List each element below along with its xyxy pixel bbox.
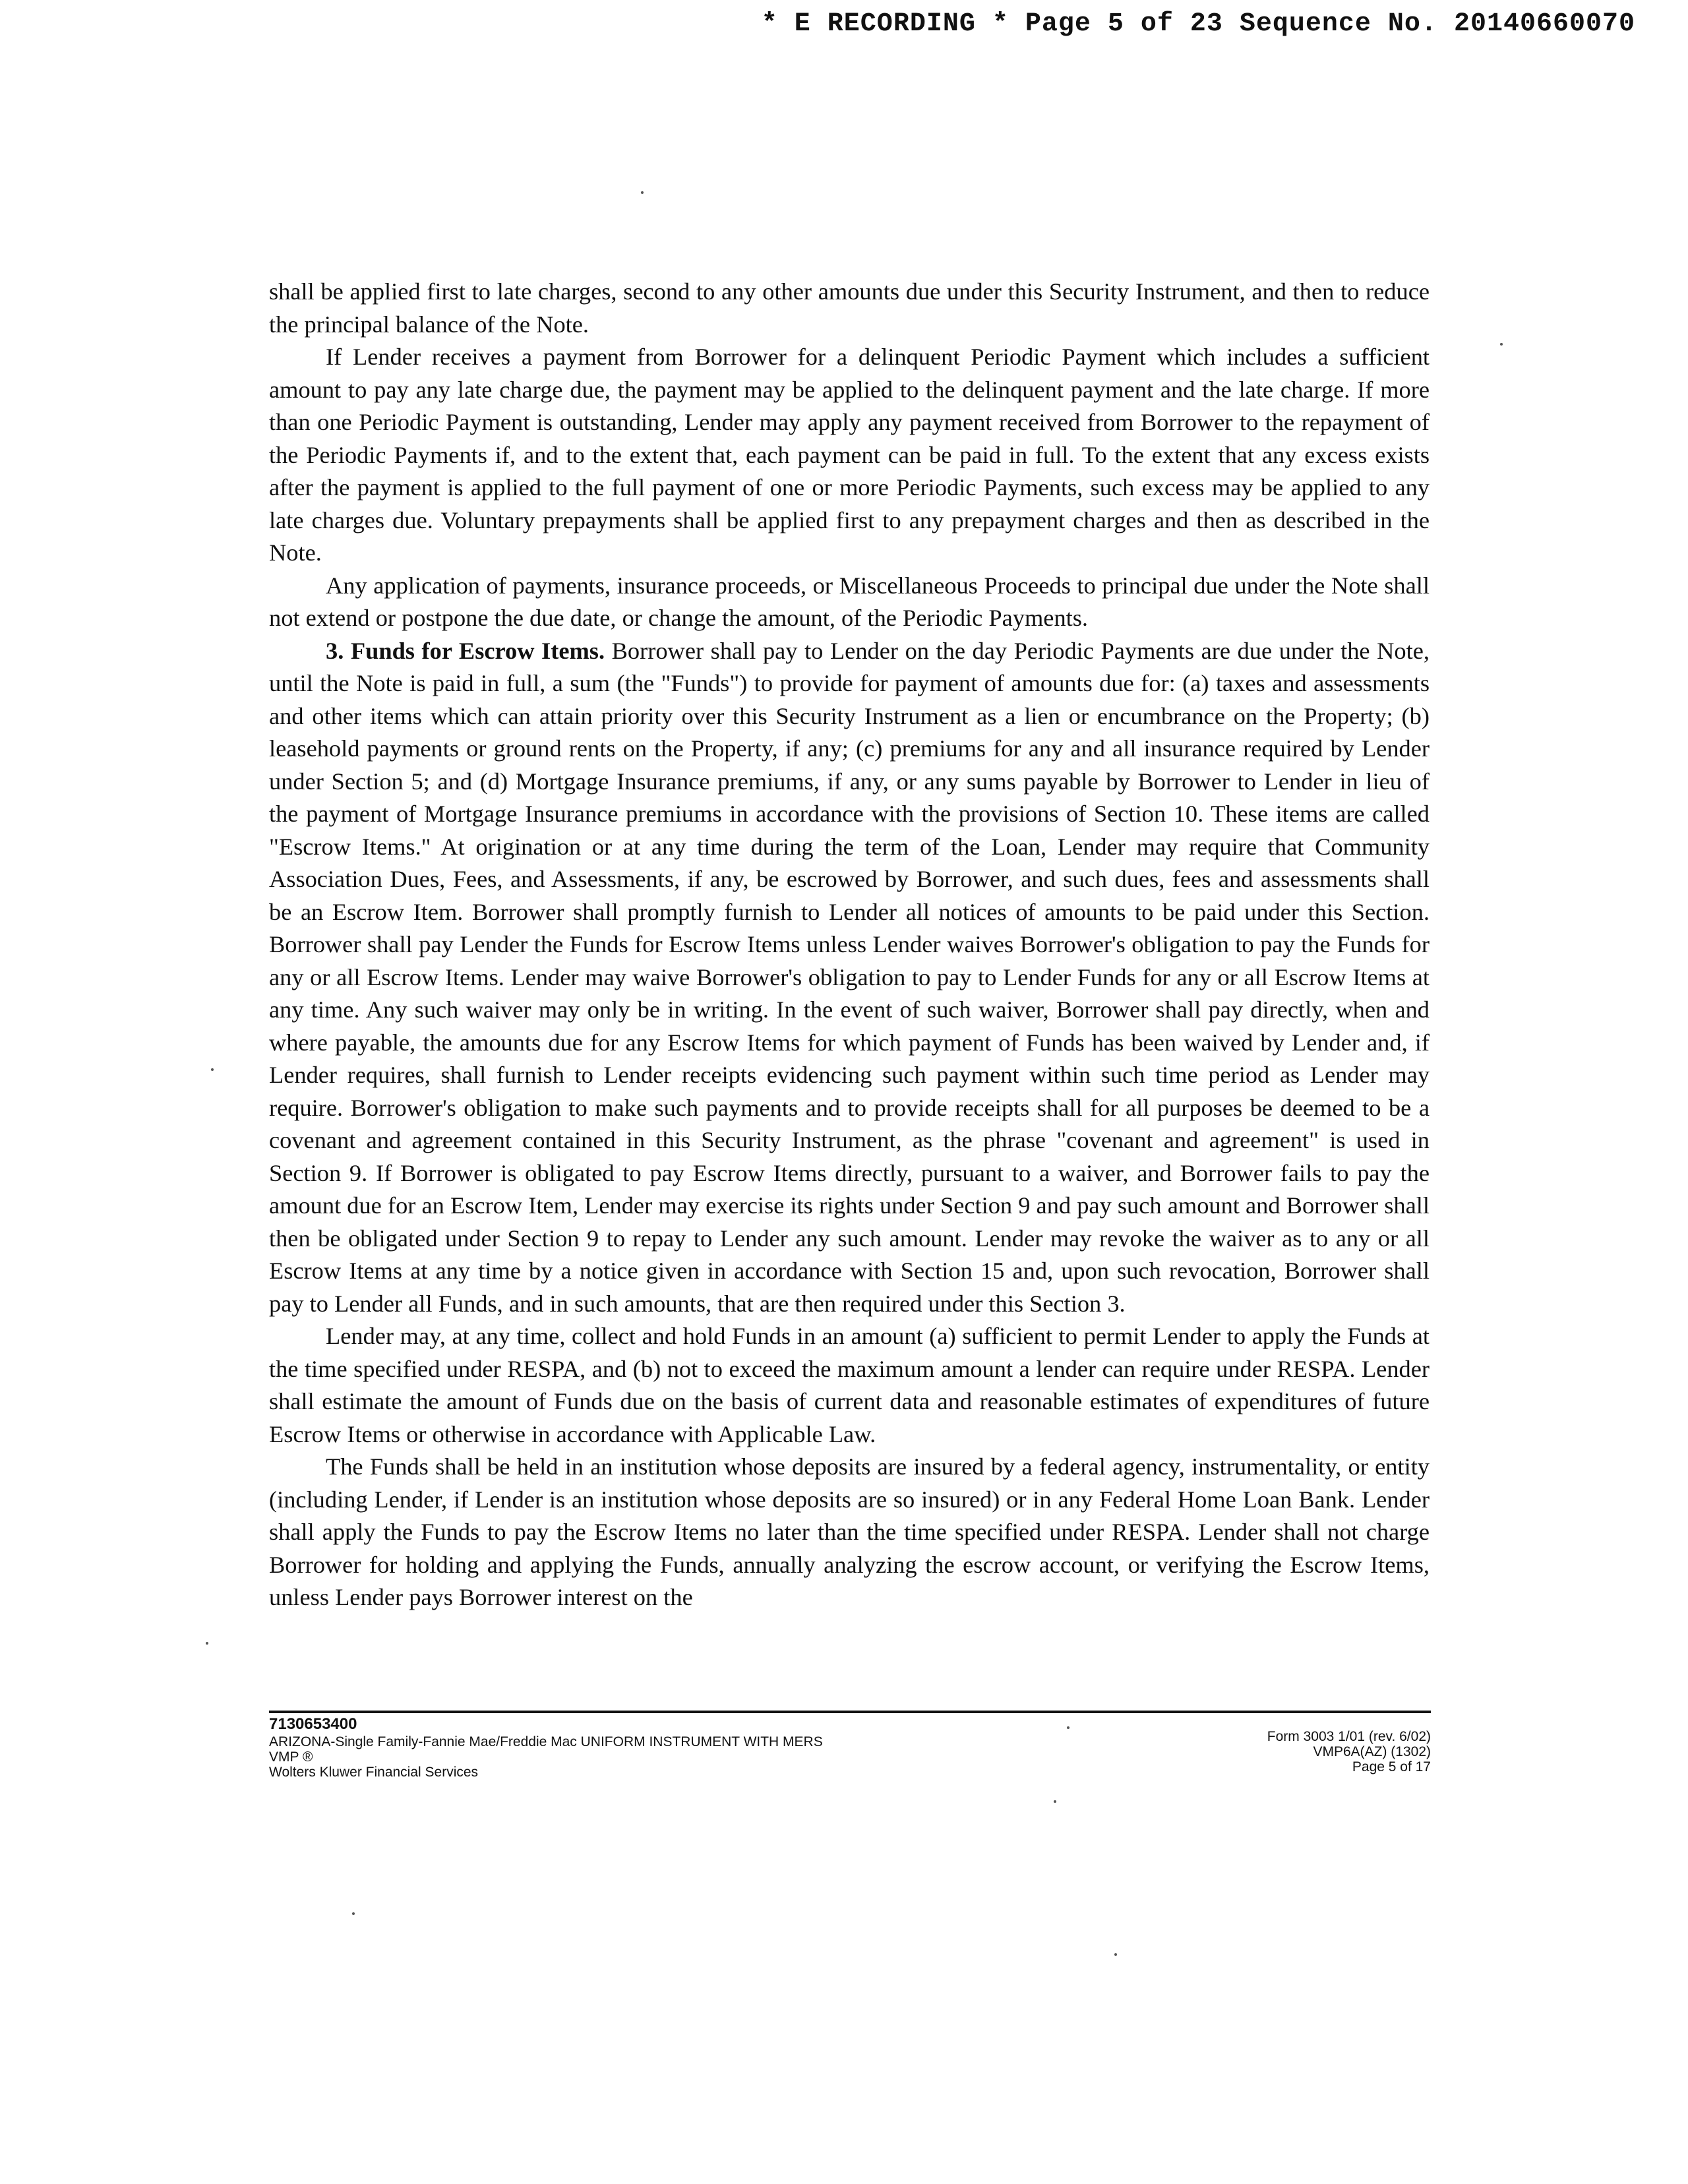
footer-divider [269,1711,1431,1713]
form-code: VMP6A(AZ) (1302) [1313,1744,1431,1759]
section-3-escrow-items [269,635,1430,1321]
footer-left-block [269,1734,823,1780]
document-footer [269,1714,1431,1780]
form-title: ARIZONA-Single Family-Fannie Mae/Freddie Mac UNIFORM INSTRUMENT WITH MERS [269,1734,823,1749]
recording-stamp: * E RECORDING * Page 5 of 23 Sequence No. 20140660070 [761,9,1635,39]
paragraph-text: Lender may, at any time, collect and hold Funds in an amount (a) sufficient to permit Lender to apply the Funds at the time specified under RESPA, and (b) not to exceed the maximum amount a lender can require under RESPA. Lender shall estimate the amount of Funds due on the basis of current data and reasonable estimates of expenditures of future Escrow Items or otherwise in accordance with Applicable Law. [269,1323,1430,1447]
scan-speck [206,1642,208,1645]
form-number: Form 3003 1/01 (rev. 6/02) [1267,1729,1431,1744]
scan-speck [641,191,644,194]
document-body [269,276,1430,1614]
paragraph-text: Any application of payments, insurance proceeds, or Miscellaneous Proceeds to principal due under the Note shall not extend or postpone the due date, or change the amount, of the Periodic Payments. [269,572,1430,631]
scan-speck [1500,343,1503,346]
loan-number: 7130653400 [269,1715,357,1733]
paragraph-application-of-payments [269,570,1430,635]
footer-right-block [1267,1729,1431,1774]
paragraph-text: The Funds shall be held in an institution whose deposits are insured by a federal agency, instrumentality, or entity (including Lender, if Lender is an institution whose deposits are so insured) or in any Federal Home Loan Bank. Lender shall apply the Funds to pay the Escrow Items no later than the time specified under RESPA. Lender shall not charge Borrower for holding and applying the Funds, annually analyzing the escrow account, or verifying the Escrow Items, unless Lender pays Borrower interest on the [269,1453,1430,1610]
scan-speck [1054,1800,1056,1803]
scan-speck [1114,1953,1117,1956]
publisher-name: Wolters Kluwer Financial Services [269,1765,479,1780]
paragraph-text: Borrower shall pay to Lender on the day Periodic Payments are due under the Note, until the Note is paid in full, a sum (the "Funds") to provide for payment of amounts due for: (a) taxes and assessments and other items which can attain priority over this Security Instrument as a lien or encumbrance on the Property; (b) leasehold payments or ground rents on the Property, if any; (c) premiums for any and all insurance required by Lender under Section 5; and (d) Mortgage Insurance premiums, if any, or any sums payable by Borrower to Lender in lieu of the payment of Mortgage Insurance premiums in accordance with the provisions of Section 10. These items are called "Escrow Items." At origination or at any time during the term of the Loan, Lender may require that Community Association Dues, Fees, and Assessments, if any, be escrowed by Borrower, and such dues, fees and assessments shall be an Escrow Item. Borrower shall promptly furnish to Lender all notices of amounts to be paid under this Section. Borrower shall pay Lender the Funds for Escrow Items unless Lender waives Borrower's obligation to pay the Funds for any or all Escrow Items. Lender may waive Borrower's obligation to pay to Lender Funds for any or all Escrow Items at any time. Any such waiver may only be in writing. In the event of such waiver, Borrower shall pay directly, when and where payable, the amounts due for any Escrow Items for which payment of Funds has been waived by Lender and, if Lender requires, shall furnish to Lender receipts evidencing such payment within such time period as Lender may require. Borrower's obligation to make such payments and to provide receipts shall for all purposes be deemed to be a covenant and agreement contained in this Security Instrument, as the phrase "covenant and agreement" is used in Section 9. If Borrower is obligated to pay Escrow Items directly, pursuant to a waiver, and Borrower fails to pay the amount due for an Escrow Item, Lender may exercise its rights under Section 9 and pay such amount and Borrower shall then be obligated under Section 9 to repay to Lender any such amount. Lender may revoke the waiver as to any or all Escrow Items at any time by a notice given in accordance with Section 15 and, upon such revocation, Borrower shall pay to Lender all Funds, and in such amounts, that are then required under this Section 3. [269,637,1430,1317]
paragraph-continuation [269,276,1430,341]
page-label: Page 5 of 17 [1352,1759,1431,1774]
paragraph-text: If Lender receives a payment from Borrower for a delinquent Periodic Payment which includes a sufficient amount to pay any late charge due, the payment may be applied to the delinquent payment and the late charge. If more than one Periodic Payment is outstanding, Lender may apply any payment received from Borrower to the repayment of the Periodic Payments if, and to the extent that, each payment can be paid in full. To the extent that any excess exists after the payment is applied to the full payment of one or more Periodic Payments, such excess may be applied to any late charges due. Voluntary prepayments shall be applied first to any prepayment charges and then as described in the Note. [269,344,1430,566]
vmp-mark: VMP ® [269,1749,313,1765]
scan-speck [211,1068,214,1071]
paragraph-text: shall be applied first to late charges, second to any other amounts due under this Security Instrument, and then to reduce the principal balance of the Note. [269,278,1430,338]
paragraph-delinquent-payment [269,341,1430,570]
section-heading: 3. Funds for Escrow Items. [326,637,605,664]
paragraph-collect-funds [269,1320,1430,1451]
scan-speck [1067,1726,1070,1729]
paragraph-funds-held [269,1451,1430,1614]
scan-speck [352,1912,355,1915]
